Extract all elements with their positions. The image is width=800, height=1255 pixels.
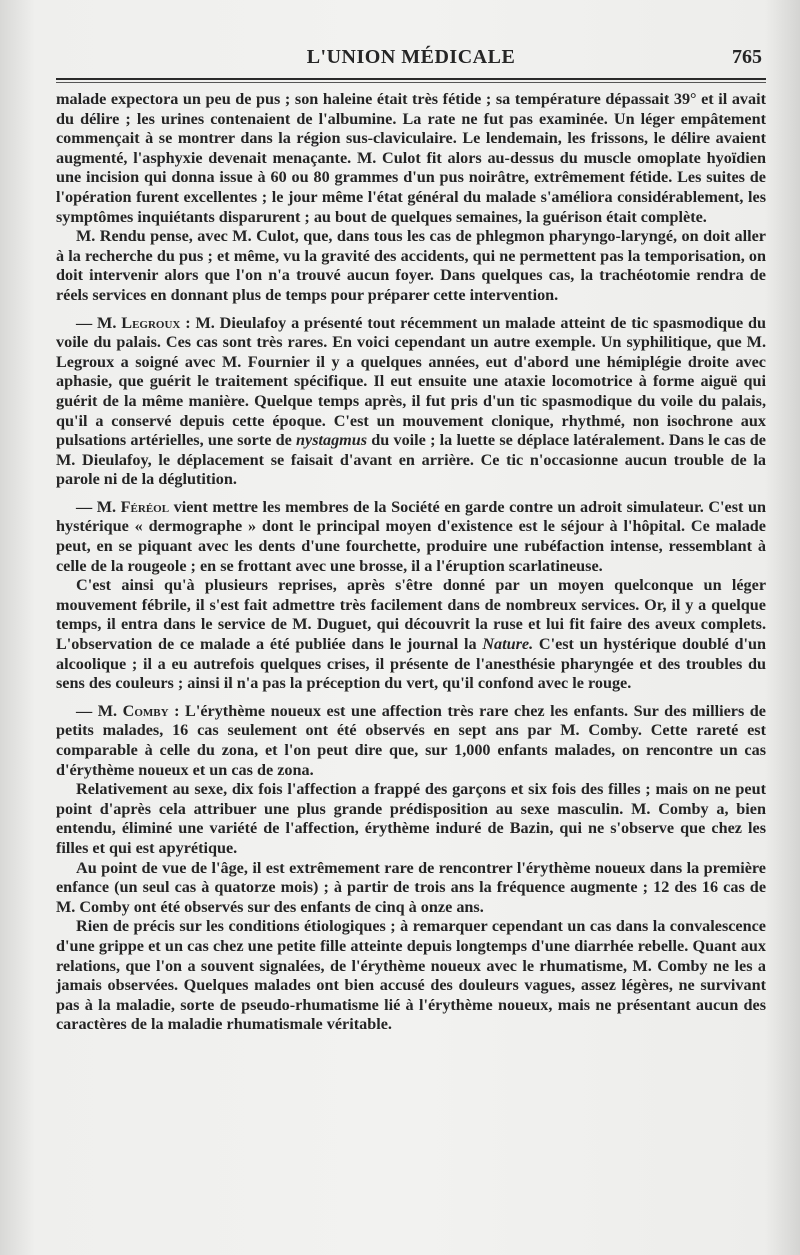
header-rule [56,78,766,80]
paragraph-lead: — M. [76,497,121,516]
paragraph-text: malade expectora un peu de pus ; son haleine était très fétide ; sa température dépassait 39° et il avait du délire ; les urines contenaient de l'albumine. La rate ne fut pas examinée. Un léger empâtement commençait à se montrer dans la région sus-claviculaire. Le lendemain, les frissons, le délire avaient augmenté, l'asphyxie devenait menaçante. M. Culot fit alors au-dessus du muscle omoplate hyoïdien une incision qui donna issue à 60 ou 80 grammes d'un pus noirâtre, extrêmement fétide. Les suites de l'opération furent excellentes ; le jour même l'état général du malade s'améliora considérablement, les symptômes inquiétants disparurent ; au bout de quelques semaines, la guérison était complète. [56,90,766,226]
paragraph-text: : L'érythème noueux est une affection très rare chez les enfants. Sur des milliers de petits malades, 16 cas seulement ont été observés en sept ans par M. Comby. Cette rareté est comparable à celle du zona, et l'on peut dire que, sur 1,000 enfants malades, on rencontre un cas d'érythème noueux et un cas de zona. [56,701,766,779]
paragraph-text: C'est ainsi qu'à plusieurs reprises, après s'être donné par un moyen quelconque un léger mouvement fébrile, il s'est fait admettre très facilement dans de nombreux services. Or, il y a quelque temps, il entra dans le service de M. Duguet, qui découvrit la ruse et lui fit faire des aveux complets. L'observation de ce malade a été publiée dans le journal la [56,576,766,654]
paragraph-comby [56,702,766,780]
paragraph-fereol [56,498,766,576]
page-header [56,44,766,74]
page-number: 765 [732,46,762,68]
speaker-name: Comby [122,701,169,720]
speaker-name: Legroux [121,313,181,332]
paragraph-legroux [56,314,766,490]
paragraph-tail: du voile ; la luette se déplace latéralement. Dans le cas de M. Dieulafoy, le déplacement se faisait d'avant en arrière. Ce tic n'occasionne aucun trouble de la parole ni de la déglutition. [56,431,766,489]
paragraph-culot-case [56,90,766,227]
running-title: L'UNION MÉDICALE [306,46,516,68]
paragraph-text: vient mettre les membres de la Société en garde contre un adroit simulateur. C'est un hystérique « dermographe » dont le principal moyen d'existence est le séjour à l'hôpital. Ce malade peut, en se piquant avec les dents d'une fourchette, produire une rubéfaction intense, ressemblant à celle de la rougeole ; en se frottant avec une brosse, il a l'éruption scarlatineuse. [56,497,767,575]
paragraph-etiologie [56,917,766,1035]
paragraph-text: : M. Dieulafoy a présenté tout récemment un malade atteint de tic spasmodique du voile du palais. Ces cas sont très rares. En voici cependant un autre exemple. Un syphilitique, que M. Legroux a soigné avec M. Fournier il y a quelques années, eut d'abord une hémiplégie droite avec aphasie, que guérit le traitement spécifique. Il eut ensuite une ataxie locomotrice à forme aiguë qui guérit de la même manière. Quelque temps après, il fut pris d'un tic spasmodique du voile du palais, qu'il a conservé depuis cette époque. C'est un mouvement clonique, rhythmé, non isochrone aux pulsations artérielles, une sorte de [56,313,767,450]
paragraph-age [56,859,766,918]
paragraph-tail: C'est un hystérique doublé d'un alcoolique ; il a eu autrefois quelques crises, il présente de l'anesthésie pharyngée et des troubles du sens des couleurs ; ainsi il n'a pas la préception du vert, qu'il confond avec le rouge. [56,635,767,693]
paragraph-text: M. Rendu pense, avec M. Culot, que, dans tous les cas de phlegmon pharyngo-laryngé, on doit aller à la recherche du pus ; et même, vu la gravité des accidents, qui ne permettent pas la temporisation, on doit intervenir alors que l'on n'a trouvé aucun foyer. Dans quelques cas, la trachéotomie rendra de réels services en donnant plus de temps pour préparer cette intervention. [56,227,766,304]
paragraph-text: Rien de précis sur les conditions étiologiques ; à remarquer cependant un cas dans la convalescence d'une grippe et un cas chez une petite fille atteinte depuis longtemps d'une diarrhée rebelle. Quant aux relations, que l'on a souvent signalées, de l'érythème noueux avec le rhumatisme, M. Comby ne les a jamais observées. Quelques malades ont bien accusé des douleurs vagues, assez légères, ne survivant pas à la maladie, sorte de pseudo-rhumatisme lié à l'érythème noueux, mais ne présentant aucun des caractères de la maladie rhumatismale véritable. [56,917,766,1034]
paragraph-lead: — M. [76,701,123,720]
paragraph-text: Au point de vue de l'âge, il est extrêmement rare de rencontrer l'érythème noueux dans la première enfance (un seul cas à quatorze mois) ; à partir de trois ans la fréquence augmente ; 12 des 16 cas de M. Comby ont été observés sur des enfants de cinq à onze ans. [56,858,766,916]
paragraph-sexe [56,780,766,858]
paragraph-lead: — M. [76,313,122,332]
paragraph-rendu [56,227,766,305]
speaker-name: Féréol [120,497,170,516]
article-body [56,90,766,1035]
paragraph-simulateur [56,576,766,694]
italic-term: nystagmus [296,431,368,450]
italic-term: Nature. [482,635,534,654]
header-rule-thin [56,82,766,83]
paragraph-text: Relativement au sexe, dix fois l'affection a frappé des garçons et six fois des filles ; mais on ne peut point d'après cela attribuer une plus grande prédisposition au sexe masculin. M. Comby a, bien entendu, éliminé une variété de l'affection, érythème induré de Bazin, qui ne s'observe que chez les filles et qui est apyrétique. [56,780,766,857]
